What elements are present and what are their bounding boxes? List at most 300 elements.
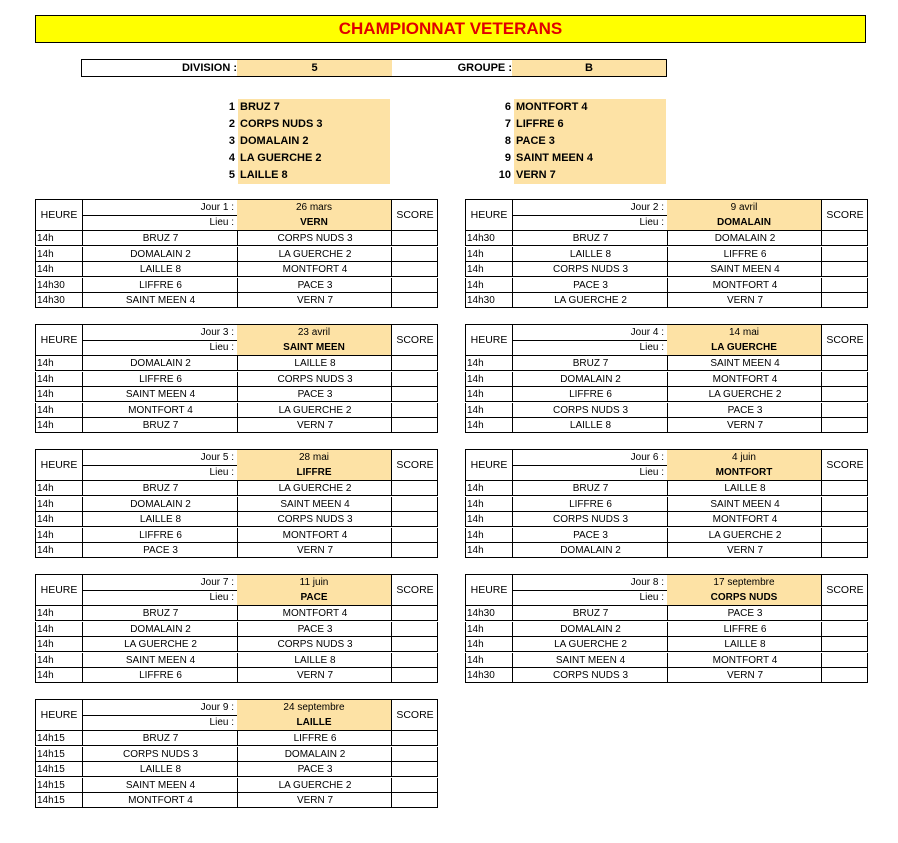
home-team: DOMALAIN 2: [512, 622, 668, 636]
home-team: CORPS NUDS 3: [512, 668, 668, 682]
score-header: SCORE: [821, 325, 868, 355]
lieu-label: Lieu :: [209, 467, 234, 478]
away-team: VERN 7: [237, 418, 392, 432]
jour-label: Jour 9 :: [200, 702, 234, 713]
score-cell[interactable]: [821, 512, 868, 526]
score-cell[interactable]: [391, 387, 438, 401]
score-header: SCORE: [391, 325, 438, 355]
match-row: [465, 606, 868, 621]
match-row: [35, 528, 438, 543]
match-row: [465, 387, 868, 402]
away-team: MONTFORT 4: [237, 262, 392, 276]
home-team: BRUZ 7: [512, 356, 668, 370]
match-time: 14h30: [467, 233, 495, 244]
match-time: 14h15: [37, 779, 65, 791]
match-row: [465, 262, 868, 277]
lieu-label: Lieu :: [209, 717, 234, 728]
score-cell[interactable]: [821, 231, 868, 245]
score-cell[interactable]: [391, 543, 438, 557]
match-time: 14h: [467, 358, 484, 369]
home-team: LA GUERCHE 2: [512, 293, 668, 307]
away-team: SAINT MEEN 4: [667, 497, 822, 511]
team-name: CORPS NUDS 3: [238, 116, 390, 133]
match-row: [465, 247, 868, 262]
score-cell[interactable]: [391, 637, 438, 651]
match-row: [465, 481, 868, 496]
match-day-header: [465, 324, 868, 356]
home-team: LAILLE 8: [82, 762, 238, 776]
home-team: BRUZ 7: [512, 606, 668, 620]
home-team: BRUZ 7: [82, 231, 238, 245]
match-row: [35, 262, 438, 277]
team-row: [491, 150, 671, 167]
match-row: [465, 668, 868, 683]
match-row: [35, 793, 438, 808]
score-cell[interactable]: [821, 278, 868, 292]
away-team: LIFFRE 6: [237, 731, 392, 745]
match-time: 14h: [467, 389, 484, 401]
match-day-table: [35, 574, 438, 686]
match-time: 14h: [37, 608, 54, 619]
lieu-label: Lieu :: [639, 467, 664, 478]
score-cell[interactable]: [391, 528, 438, 542]
match-time: 14h: [37, 389, 54, 401]
score-header: SCORE: [391, 450, 438, 480]
score-cell[interactable]: [391, 481, 438, 495]
match-time: 14h: [37, 404, 54, 416]
home-team: LIFFRE 6: [82, 278, 238, 292]
score-cell[interactable]: [821, 247, 868, 261]
home-team: LIFFRE 6: [512, 387, 668, 401]
away-team: LA GUERCHE 2: [237, 481, 392, 495]
match-day-table: [465, 324, 868, 436]
match-day-table: [465, 449, 868, 561]
match-venue: LAILLE: [237, 715, 391, 730]
match-time: 14h15: [37, 795, 65, 807]
score-cell[interactable]: [391, 247, 438, 261]
score-cell[interactable]: [821, 543, 868, 557]
match-row: [465, 278, 868, 293]
jour-label: Jour 3 :: [200, 327, 234, 338]
team-number: 6: [504, 101, 511, 113]
match-time: 14h: [37, 639, 54, 651]
home-team: CORPS NUDS 3: [512, 403, 668, 417]
match-row: [35, 653, 438, 668]
team-number: 1: [228, 101, 235, 113]
match-row: [35, 293, 438, 308]
match-row: [35, 606, 438, 621]
team-row: [491, 167, 671, 184]
home-team: BRUZ 7: [82, 606, 238, 620]
team-row: [491, 133, 671, 150]
score-cell[interactable]: [391, 747, 438, 761]
home-team: CORPS NUDS 3: [512, 512, 668, 526]
away-team: LIFFRE 6: [667, 622, 822, 636]
match-row: [35, 372, 438, 387]
home-team: SAINT MEEN 4: [82, 387, 238, 401]
score-header: SCORE: [821, 450, 868, 480]
score-cell[interactable]: [821, 622, 868, 636]
team-number: 5: [228, 169, 235, 181]
match-time: 14h: [467, 514, 484, 526]
match-row: [35, 543, 438, 558]
match-time: 14h: [37, 233, 54, 244]
home-team: SAINT MEEN 4: [82, 653, 238, 667]
heure-header: HEURE: [466, 450, 513, 480]
match-venue: LIFFRE: [237, 465, 391, 480]
away-team: LA GUERCHE 2: [667, 387, 822, 401]
match-row: [465, 231, 868, 246]
match-row: [35, 668, 438, 683]
home-team: LAILLE 8: [82, 512, 238, 526]
away-team: LAILLE 8: [237, 356, 392, 370]
match-row: [35, 247, 438, 262]
score-cell[interactable]: [821, 372, 868, 386]
match-row: [35, 418, 438, 433]
away-team: PACE 3: [667, 606, 822, 620]
score-cell[interactable]: [391, 403, 438, 417]
match-day-table: [35, 449, 438, 561]
lieu-label: Lieu :: [209, 592, 234, 603]
home-team: DOMALAIN 2: [82, 247, 238, 261]
away-team: CORPS NUDS 3: [237, 512, 392, 526]
match-row: [35, 512, 438, 527]
away-team: MONTFORT 4: [667, 653, 822, 667]
home-team: DOMALAIN 2: [512, 543, 668, 557]
match-date: 11 juin: [237, 575, 391, 590]
team-row: [215, 116, 395, 133]
home-team: LAILLE 8: [512, 247, 668, 261]
team-number: 4: [228, 152, 235, 164]
home-team: LAILLE 8: [82, 262, 238, 276]
teams-list-right: [491, 99, 671, 185]
match-row: [35, 231, 438, 246]
match-time: 14h: [37, 483, 54, 494]
team-name: LA GUERCHE 2: [238, 150, 390, 167]
heure-header: HEURE: [36, 200, 83, 230]
team-name: DOMALAIN 2: [238, 133, 390, 150]
match-day-table: [35, 699, 438, 811]
match-row: [35, 731, 438, 746]
jour-label: Jour 2 :: [630, 202, 664, 213]
match-time: 14h: [467, 420, 484, 432]
score-cell[interactable]: [821, 668, 868, 682]
match-row: [465, 622, 868, 637]
division-label: DIVISION :: [181, 62, 237, 74]
match-time: 14h: [467, 373, 484, 385]
match-date: 28 mai: [237, 450, 391, 465]
team-number: 8: [504, 135, 511, 147]
heure-header: HEURE: [466, 325, 513, 355]
match-row: [465, 543, 868, 558]
match-row: [35, 356, 438, 371]
match-time: 14h: [37, 654, 54, 666]
match-row: [35, 747, 438, 762]
home-team: SAINT MEEN 4: [82, 293, 238, 307]
teams-list-left: [215, 99, 395, 185]
score-cell[interactable]: [391, 622, 438, 636]
score-cell[interactable]: [391, 372, 438, 386]
away-team: SAINT MEEN 4: [667, 262, 822, 276]
match-time: 14h: [37, 670, 54, 682]
match-time: 14h: [467, 623, 484, 635]
match-time: 14h15: [37, 748, 65, 760]
away-team: PACE 3: [237, 387, 392, 401]
home-team: PACE 3: [512, 278, 668, 292]
team-number: 3: [228, 135, 235, 147]
team-row: [215, 167, 395, 184]
match-row: [465, 372, 868, 387]
match-time: 14h: [467, 248, 484, 260]
home-team: BRUZ 7: [512, 481, 668, 495]
match-time: 14h: [37, 545, 54, 557]
home-team: LIFFRE 6: [82, 528, 238, 542]
match-row: [465, 403, 868, 418]
heure-header: HEURE: [36, 325, 83, 355]
score-cell[interactable]: [391, 418, 438, 432]
jour-label: Jour 6 :: [630, 452, 664, 463]
away-team: VERN 7: [667, 543, 822, 557]
match-time: 14h: [37, 498, 54, 510]
match-venue: DOMALAIN: [667, 215, 821, 230]
match-day-table: [35, 324, 438, 436]
match-time: 14h: [467, 498, 484, 510]
team-row: [491, 99, 671, 116]
team-name: LAILLE 8: [238, 167, 390, 184]
match-time: 14h: [37, 514, 54, 526]
away-team: LA GUERCHE 2: [237, 403, 392, 417]
score-cell[interactable]: [391, 293, 438, 307]
match-row: [35, 637, 438, 652]
match-row: [35, 762, 438, 777]
team-name: LIFFRE 6: [514, 116, 666, 133]
match-time: 14h: [467, 639, 484, 651]
away-team: MONTFORT 4: [667, 372, 822, 386]
match-venue: LA GUERCHE: [667, 340, 821, 355]
away-team: PACE 3: [237, 622, 392, 636]
jour-label: Jour 7 :: [200, 577, 234, 588]
match-row: [35, 497, 438, 512]
home-team: LIFFRE 6: [512, 497, 668, 511]
score-cell[interactable]: [821, 637, 868, 651]
away-team: LA GUERCHE 2: [667, 528, 822, 542]
away-team: PACE 3: [237, 278, 392, 292]
match-day-header: [35, 574, 438, 606]
match-row: [465, 528, 868, 543]
away-team: VERN 7: [237, 293, 392, 307]
match-day-header: [465, 574, 868, 606]
home-team: BRUZ 7: [82, 731, 238, 745]
score-cell[interactable]: [391, 778, 438, 792]
lieu-label: Lieu :: [639, 592, 664, 603]
match-row: [35, 403, 438, 418]
match-time: 14h30: [37, 295, 65, 307]
home-team: DOMALAIN 2: [82, 356, 238, 370]
match-venue: SAINT MEEN: [237, 340, 391, 355]
home-team: DOMALAIN 2: [82, 622, 238, 636]
team-number: 9: [504, 152, 511, 164]
score-header: SCORE: [391, 200, 438, 230]
home-team: BRUZ 7: [82, 481, 238, 495]
away-team: SAINT MEEN 4: [667, 356, 822, 370]
match-time: 14h: [467, 483, 484, 494]
score-header: SCORE: [391, 700, 438, 730]
match-date: 14 mai: [667, 325, 821, 340]
home-team: PACE 3: [512, 528, 668, 542]
home-team: DOMALAIN 2: [512, 372, 668, 386]
away-team: CORPS NUDS 3: [237, 637, 392, 651]
score-cell[interactable]: [391, 793, 438, 807]
away-team: VERN 7: [667, 668, 822, 682]
match-date: 26 mars: [237, 200, 391, 215]
away-team: LA GUERCHE 2: [237, 778, 392, 792]
match-day-header: [465, 199, 868, 231]
heure-header: HEURE: [36, 700, 83, 730]
team-name: MONTFORT 4: [514, 99, 666, 116]
match-venue: PACE: [237, 590, 391, 605]
home-team: MONTFORT 4: [82, 403, 238, 417]
away-team: PACE 3: [667, 403, 822, 417]
match-date: 17 septembre: [667, 575, 821, 590]
match-venue: VERN: [237, 215, 391, 230]
home-team: LAILLE 8: [512, 418, 668, 432]
match-venue: MONTFORT: [667, 465, 821, 480]
match-time: 14h: [467, 654, 484, 666]
team-name: PACE 3: [514, 133, 666, 150]
match-time: 14h: [467, 404, 484, 416]
home-team: MONTFORT 4: [82, 793, 238, 807]
match-row: [35, 278, 438, 293]
match-time: 14h: [467, 545, 484, 557]
match-time: 14h: [37, 420, 54, 432]
score-cell[interactable]: [821, 418, 868, 432]
score-cell[interactable]: [391, 653, 438, 667]
page-title: CHAMPIONNAT VETERANS: [35, 15, 866, 43]
away-team: VERN 7: [237, 668, 392, 682]
away-team: LAILLE 8: [237, 653, 392, 667]
match-row: [35, 778, 438, 793]
away-team: MONTFORT 4: [667, 278, 822, 292]
match-row: [465, 418, 868, 433]
score-cell[interactable]: [391, 606, 438, 620]
match-row: [465, 653, 868, 668]
score-cell[interactable]: [391, 762, 438, 776]
lieu-label: Lieu :: [639, 342, 664, 353]
match-time: 14h: [37, 373, 54, 385]
match-row: [465, 293, 868, 308]
score-cell[interactable]: [391, 731, 438, 745]
heure-header: HEURE: [466, 200, 513, 230]
score-cell[interactable]: [391, 356, 438, 370]
away-team: VERN 7: [237, 793, 392, 807]
match-day-header: [35, 449, 438, 481]
away-team: SAINT MEEN 4: [237, 497, 392, 511]
score-header: SCORE: [821, 200, 868, 230]
match-time: 14h30: [467, 670, 495, 682]
match-day-table: [465, 574, 868, 686]
home-team: PACE 3: [82, 543, 238, 557]
jour-label: Jour 5 :: [200, 452, 234, 463]
score-cell[interactable]: [391, 262, 438, 276]
away-team: LAILLE 8: [667, 637, 822, 651]
match-time: 14h: [37, 248, 54, 260]
heure-header: HEURE: [36, 575, 83, 605]
match-time: 14h15: [37, 733, 65, 744]
away-team: CORPS NUDS 3: [237, 231, 392, 245]
match-time: 14h: [467, 279, 484, 291]
match-day-header: [35, 199, 438, 231]
team-name: SAINT MEEN 4: [514, 150, 666, 167]
home-team: BRUZ 7: [512, 231, 668, 245]
team-number: 2: [228, 118, 235, 130]
score-cell[interactable]: [821, 403, 868, 417]
away-team: VERN 7: [237, 543, 392, 557]
score-cell[interactable]: [821, 387, 868, 401]
away-team: LA GUERCHE 2: [237, 247, 392, 261]
score-cell[interactable]: [821, 653, 868, 667]
home-team: LIFFRE 6: [82, 668, 238, 682]
groupe-value: B: [512, 60, 666, 76]
heure-header: HEURE: [36, 450, 83, 480]
home-team: BRUZ 7: [82, 418, 238, 432]
score-cell[interactable]: [391, 278, 438, 292]
away-team: LAILLE 8: [667, 481, 822, 495]
home-team: LIFFRE 6: [82, 372, 238, 386]
score-cell[interactable]: [821, 497, 868, 511]
away-team: MONTFORT 4: [237, 606, 392, 620]
away-team: VERN 7: [667, 293, 822, 307]
team-number: 10: [498, 169, 511, 181]
score-header: SCORE: [821, 575, 868, 605]
match-time: 14h: [467, 264, 484, 276]
score-cell[interactable]: [821, 528, 868, 542]
groupe-label: GROUPE :: [457, 62, 512, 74]
match-time: 14h: [37, 529, 54, 541]
score-cell[interactable]: [821, 606, 868, 620]
home-team: CORPS NUDS 3: [512, 262, 668, 276]
home-team: SAINT MEEN 4: [82, 778, 238, 792]
match-row: [35, 481, 438, 496]
home-team: CORPS NUDS 3: [82, 747, 238, 761]
score-cell[interactable]: [391, 668, 438, 682]
score-header: SCORE: [391, 575, 438, 605]
match-row: [35, 387, 438, 402]
away-team: PACE 3: [237, 762, 392, 776]
match-day-table: [465, 199, 868, 311]
home-team: SAINT MEEN 4: [512, 653, 668, 667]
team-row: [491, 116, 671, 133]
score-cell[interactable]: [821, 262, 868, 276]
score-cell[interactable]: [391, 231, 438, 245]
score-cell[interactable]: [391, 497, 438, 511]
match-row: [465, 637, 868, 652]
match-date: 9 avril: [667, 200, 821, 215]
away-team: VERN 7: [667, 418, 822, 432]
match-date: 4 juin: [667, 450, 821, 465]
score-cell[interactable]: [821, 356, 868, 370]
score-cell[interactable]: [391, 512, 438, 526]
away-team: MONTFORT 4: [237, 528, 392, 542]
away-team: MONTFORT 4: [667, 512, 822, 526]
score-cell[interactable]: [821, 481, 868, 495]
away-team: LIFFRE 6: [667, 247, 822, 261]
team-name: VERN 7: [514, 167, 666, 184]
match-row: [465, 512, 868, 527]
home-team: DOMALAIN 2: [82, 497, 238, 511]
score-cell[interactable]: [821, 293, 868, 307]
division-groupe-bar: [81, 59, 667, 77]
home-team: LA GUERCHE 2: [512, 637, 668, 651]
